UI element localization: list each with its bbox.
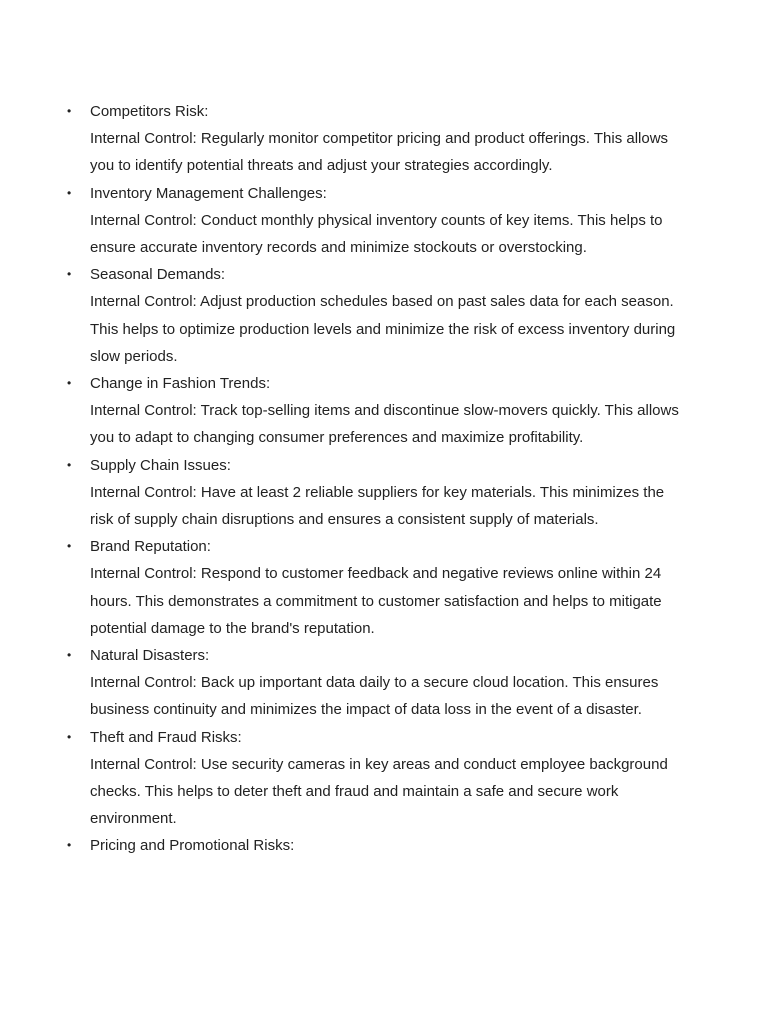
bullet-icon: • bbox=[67, 838, 72, 853]
risk-title: Competitors Risk: bbox=[90, 103, 209, 120]
list-item bbox=[67, 452, 690, 534]
bullet-icon: • bbox=[67, 457, 72, 472]
list-item bbox=[67, 533, 690, 642]
internal-control-text: Internal Control: Respond to customer feedback and negative reviews online within 24 hours. This demonstrates a commitment to customer satisfaction and helps to mitigate potential damage to the brand's reputation. bbox=[90, 565, 662, 637]
bullet-icon: • bbox=[67, 104, 72, 118]
risk-title: Inventory Management Challenges: bbox=[90, 184, 327, 202]
internal-control-text: Internal Control: Back up important data daily to a secure cloud location. This ensures business continuity and minimizes the impact of data loss in the event of a disaster. bbox=[90, 674, 659, 719]
bullet-icon: • bbox=[67, 539, 72, 554]
internal-control-text: Internal Control: Use security cameras in key areas and conduct employee background checks. This helps to deter theft and fraud and maintain a safe and secure work environment. bbox=[90, 755, 668, 828]
internal-control-text: Internal Control: Adjust production schedules based on past sales data for each season. This helps to optimize production levels and minimize the risk of excess inventory during slow periods. bbox=[90, 293, 676, 365]
list-item bbox=[67, 180, 690, 262]
list-item bbox=[67, 98, 690, 180]
internal-control-text: Internal Control: Conduct monthly physical inventory counts of key items. This helps to ensure accurate inventory records and minimize stockouts or overstocking. bbox=[90, 211, 663, 257]
internal-control-text: Internal Control: Have at least 2 reliable suppliers for key materials. This minimizes the risk of supply chain disruptions and ensures a consistent supply of materials. bbox=[90, 483, 665, 529]
risk-title: Change in Fashion Trends: bbox=[90, 375, 271, 393]
internal-control-text: Internal Control: Track top-selling items and discontinue slow-movers quickly. This allows you to adapt to changing consumer preferences and maximize profitability. bbox=[90, 402, 679, 447]
risk-title: Pricing and Promotional Risks: bbox=[90, 837, 295, 855]
list-item bbox=[67, 832, 690, 859]
bullet-icon: • bbox=[67, 376, 72, 391]
bullet-icon: • bbox=[67, 267, 72, 282]
bullet-icon: • bbox=[67, 648, 72, 663]
risk-title: Supply Chain Issues: bbox=[90, 456, 231, 474]
risk-list bbox=[67, 98, 690, 860]
risk-title: Theft and Fraud Risks: bbox=[90, 728, 242, 746]
risk-title: Natural Disasters: bbox=[90, 647, 210, 665]
risk-title: Seasonal Demands: bbox=[90, 266, 226, 284]
internal-control-text: Internal Control: Regularly monitor competitor pricing and product offerings. This allows you to identify potential threats and adjust your strategies accordingly. bbox=[90, 130, 669, 175]
bullet-icon: • bbox=[67, 729, 72, 744]
risk-title: Brand Reputation: bbox=[90, 538, 211, 556]
bullet-icon: • bbox=[67, 185, 72, 200]
list-item bbox=[67, 370, 690, 452]
list-item bbox=[67, 642, 690, 724]
list-item bbox=[67, 261, 690, 370]
list-item bbox=[67, 724, 690, 833]
